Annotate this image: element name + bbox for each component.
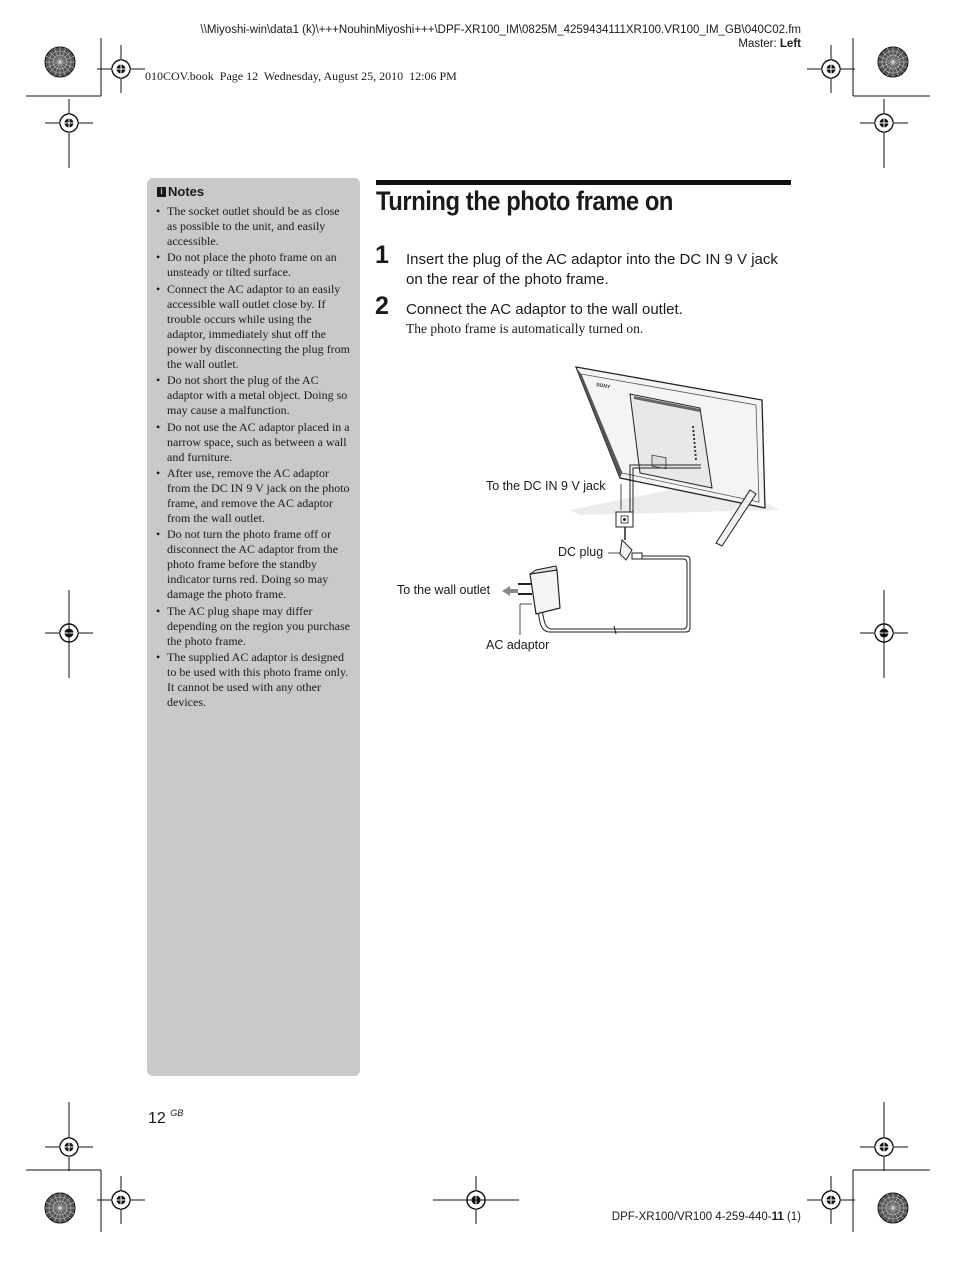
- list-item: • After use, remove the AC adaptor from the DC IN 9 V jack on the photo frame, and remove the AC adaptor from the wall outlet.: [156, 466, 351, 526]
- page-number-value: 12: [148, 1110, 166, 1127]
- dc-plug-label: DC plug: [558, 545, 604, 559]
- step-2-text: Connect the AC adaptor to the wall outlet.: [406, 301, 683, 318]
- step-1-text: Insert the plug of the AC adaptor into the DC IN 9 V jack on the rear of the photo frame.: [406, 251, 778, 288]
- notes-heading: [157, 184, 204, 199]
- book-info-line: 010COV.book Page 12 Wednesday, August 25, 2010 12:06 PM: [145, 69, 457, 83]
- dc-jack-label: To the DC IN 9 V jack: [486, 479, 606, 493]
- list-item: • The supplied AC adaptor is designed to be used with this photo frame only. It cannot be used with any other devices.: [156, 650, 351, 710]
- step-2-number: 2: [375, 292, 389, 320]
- master-value: Left: [779, 38, 801, 50]
- model-footer: [612, 1211, 801, 1223]
- notes-title-text: Notes: [168, 184, 205, 199]
- model-suffix: (1): [783, 1211, 801, 1223]
- master-label: Master:: [738, 38, 777, 50]
- ac-adaptor-illustration: [390, 360, 790, 660]
- notes-sidebar: [147, 178, 360, 1076]
- notes-list: [156, 204, 351, 712]
- list-item: • Do not place the photo frame on an unsteady or tilted surface.: [156, 250, 351, 280]
- list-item: • The socket outlet should be as close as possible to the unit, and easily accessible.: [156, 204, 351, 249]
- step-2-subtext: The photo frame is automatically turned on.: [406, 321, 644, 336]
- step-1-number: 1: [375, 241, 389, 269]
- list-item: • Do not short the plug of the AC adaptor with a metal object. Doing so may cause a malfunction.: [156, 373, 351, 418]
- model-bold: 11: [771, 1211, 784, 1223]
- page-number-suffix: GB: [170, 1108, 184, 1118]
- title-rule: [376, 180, 791, 185]
- model-prefix: DPF-XR100/VR100 4-259-440-: [611, 1211, 772, 1223]
- list-item: • Connect the AC adaptor to an easily accessible wall outlet close by. If trouble occurs while using the adaptor, immediately shut off the power by disconnecting the plug from the wall outlet.: [156, 282, 351, 372]
- page-number: [148, 1110, 183, 1128]
- brand-logo: SONY: [595, 382, 611, 391]
- page-title: Turning the photo frame on: [376, 186, 673, 216]
- list-item: • Do not use the AC adaptor placed in a narrow space, such as between a wall and furniture.: [156, 420, 351, 465]
- note-icon: i: [157, 187, 166, 197]
- ac-adaptor-label: AC adaptor: [486, 638, 550, 652]
- wall-outlet-label: To the wall outlet: [397, 583, 491, 597]
- list-item: • The AC plug shape may differ depending on the region you purchase the photo frame.: [156, 604, 351, 649]
- list-item: • Do not turn the photo frame off or disconnect the AC adaptor from the photo frame before the standby indicator turns red. Doing so may damage the photo frame.: [156, 527, 351, 602]
- file-path: \\Miyoshi-win\data1 (k)\+++NouhinMiyoshi+++\DPF-XR100_IM\0825M_4259434111XR100.VR100_IM_GB\040C02.fm: [200, 24, 801, 36]
